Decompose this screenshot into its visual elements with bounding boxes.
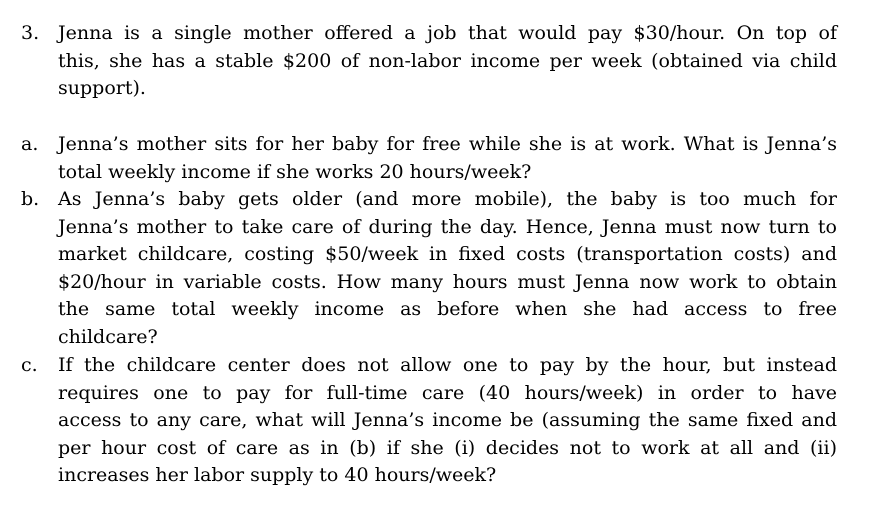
problem-line: support). xyxy=(58,77,146,99)
part-line: the same total weekly income as before when she had access to free xyxy=(58,298,837,320)
part-b-marker: b. xyxy=(21,188,40,210)
part-line: Jenna’s mother to take care of during the day. Hence, Jenna must now turn to xyxy=(58,215,837,238)
part-a-text xyxy=(58,131,837,186)
part-b-text xyxy=(58,186,837,351)
part-line: $20/hour in variable costs. How many hours must Jenna now work to obtain xyxy=(58,270,837,293)
part-a-marker: a. xyxy=(21,133,39,155)
problem-line: Jenna is a single mother offered a job that would pay $30/hour. On top of xyxy=(58,22,837,44)
problem-line: this, she has a stable $200 of non-labor income per week (obtained via child xyxy=(58,49,837,72)
part-c-marker: c. xyxy=(21,354,38,376)
part-line: requires one to pay for full-time care (40 hours/week) in order to have xyxy=(58,381,837,404)
part-line: market childcare, costing $50/week in fixed costs (transportation costs) and xyxy=(58,243,837,265)
part-line: If the childcare center does not allow one to pay by the hour, but instead xyxy=(58,354,837,376)
part-line: Jenna’s mother sits for her baby for free while she is at work. What is Jenna’s xyxy=(58,133,837,155)
part-line: As Jenna’s baby gets older (and more mobile), the baby is too much for xyxy=(58,188,837,210)
part-line: per hour cost of care as in (b) if she (i) decides not to work at all and (ii) xyxy=(58,436,837,459)
part-c-text xyxy=(58,352,837,490)
problem-number: 3. xyxy=(21,22,40,44)
part-line: total weekly income if she works 20 hours/week? xyxy=(58,160,532,183)
part-line: access to any care, what will Jenna’s income be (assuming the same fixed and xyxy=(58,409,837,431)
problem-statement xyxy=(58,20,837,103)
part-line: childcare? xyxy=(58,325,158,348)
part-line: increases her labor supply to 40 hours/week? xyxy=(58,464,497,486)
